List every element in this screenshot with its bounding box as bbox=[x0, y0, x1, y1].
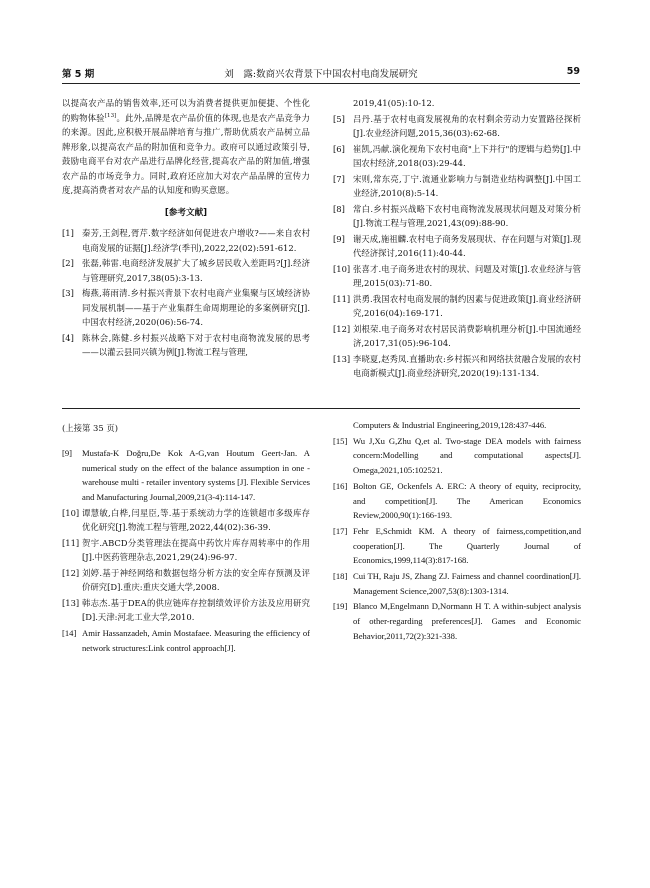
top-left-column bbox=[62, 96, 310, 361]
reference-number: [13] bbox=[333, 353, 351, 364]
reference-entry bbox=[333, 352, 581, 381]
reference-entry bbox=[62, 596, 310, 625]
reference-entry bbox=[333, 232, 581, 261]
reference-number: [7] bbox=[333, 173, 345, 184]
reference-entry bbox=[62, 446, 310, 505]
running-title: 刘 露:数商兴农背景下中国农村电商发展研究 bbox=[224, 69, 418, 80]
body-paragraph: 以提高农产品的销售效率,还可以为消费者提供更加便捷、个性化的购物体验[13]。此外,品牌是农产品价值的体现,也是农产品竞争力的来源。因此,应积极开展品牌培育与推广,帮助优质农产品树立品牌形象,以提高农产品的附加值和竞争力。政府可以通过政策引导,鼓励电商平台对农产品进行品牌化经营,提高农产品的附加值,增强农产品的市场竞争力。同时,政府还应加大对农产品品牌的宣传力度,提高消费者对农产品的认知度和购买意愿。 bbox=[62, 98, 310, 195]
reference-number: [12] bbox=[333, 323, 351, 334]
reference-text: Cui TH, Raju JS, Zhang ZJ. Fairness and channel coordination[J]. Management Science,2007,53(8):1303-1314. bbox=[353, 571, 581, 596]
reference-entry bbox=[333, 322, 581, 351]
reference-text: Mustafa-K Doğru,De Kok A-G,van Houtum Geert-Jan. A numerical study on the effect of the balance assumption in one - warehouse multi - retailer inventory systems [J]. Flexible Services and Manufacturing Journal,2009,21(3-4):114-147. bbox=[82, 448, 310, 503]
reference-entry bbox=[333, 479, 581, 523]
reference-number: [9] bbox=[333, 233, 345, 244]
reference-number: [2] bbox=[62, 258, 74, 268]
reference-entry bbox=[333, 569, 581, 598]
reference-text: 2019,41(05):10-12. bbox=[353, 98, 435, 108]
reference-number: [1] bbox=[62, 228, 74, 238]
continued-label: (上接第 35 页) bbox=[62, 423, 119, 433]
reference-number: [14] bbox=[62, 627, 77, 638]
reference-text: 谭慧敏,白桦,闫星臣,等.基于系统动力学的连锁超市多级库存优化研究[J].物流工程与管理,2022,44(02):36-39. bbox=[82, 507, 310, 533]
reference-text: 张喜才.电子商务进农村的现状、问题及对策[J].农业经济与管理,2015(03):71-80. bbox=[353, 263, 581, 288]
reference-text: 贺宇.ABCD分类管理法在提高中药饮片库存周转率中的作用[J].中医药管理杂志,2021,29(24):96-97. bbox=[82, 537, 310, 563]
reference-number: [15] bbox=[333, 435, 348, 446]
reference-number: [19] bbox=[333, 601, 348, 612]
reference-entry bbox=[333, 262, 581, 291]
reference-entry bbox=[333, 96, 581, 111]
reference-number: [3] bbox=[62, 288, 74, 298]
reference-number: [17] bbox=[333, 525, 348, 536]
reference-text: 秦芳,王剑程,胥芹.数字经济如何促进农户增收?——来自农村电商发展的证据[J].经济学(季刊),2022,22(02):591-612. bbox=[82, 228, 310, 253]
header-rule bbox=[62, 83, 580, 84]
reference-list bbox=[333, 418, 581, 644]
reference-entry bbox=[333, 418, 581, 433]
reference-number: [4] bbox=[62, 332, 74, 343]
reference-text: 张磊,韩雷.电商经济发展扩大了城乡居民收入差距吗?[J].经济与管理研究,2017,38(05):3-13. bbox=[82, 258, 310, 283]
reference-number: [18] bbox=[333, 571, 348, 582]
reference-number: [6] bbox=[333, 143, 345, 154]
bottom-left-column bbox=[62, 446, 310, 656]
reference-text: 梅燕,蒋雨清.乡村振兴背景下农村电商产业集聚与区域经济协同发展机制——基于产业集群生命周期理论的多案例研究[J].中国农村经济,2020(06):56-74. bbox=[82, 288, 310, 327]
reference-text: 李晓夏,赵秀凤.直播助农:乡村振兴和网络扶贫融合发展的农村电商新模式[J].商业经济研究,2020(19):131-134. bbox=[353, 353, 581, 378]
reference-text: 吕丹.基于农村电商发展视角的农村剩余劳动力安置路径探析[J].农业经济问题,2015,36(03):62-68. bbox=[353, 113, 581, 138]
issue-number: 第 5 期 bbox=[62, 69, 95, 80]
top-right-column bbox=[333, 96, 581, 382]
reference-entry bbox=[62, 626, 310, 655]
reference-text: 崔凯,冯献.演化视角下农村电商"上下并行"的逻辑与趋势[J].中国农村经济,2018(03):29-44. bbox=[353, 143, 581, 168]
reference-entry bbox=[333, 599, 581, 643]
reference-entry bbox=[62, 256, 310, 285]
reference-entry bbox=[333, 434, 581, 478]
reference-list bbox=[62, 446, 310, 655]
reference-number: [10] bbox=[62, 507, 80, 518]
references-heading: [参考文献] bbox=[164, 207, 208, 218]
reference-text: 陈林会,陈健.乡村振兴战略下对于农村电商物流发展的思考——以灌云县同兴镇为例[J].物流工程与管理, bbox=[82, 332, 310, 357]
reference-text: 韩志杰.基于DEA的供应链库存控制绩效评价方法及应用研究[D].天津:河北工业大学,2010. bbox=[82, 597, 310, 623]
section-divider bbox=[62, 408, 580, 409]
reference-entry bbox=[333, 202, 581, 231]
reference-text: Wu J,Xu G,Zhu Q,et al. Two-stage DEA models with fairness concern:Modelling and computational aspects[J]. Omega,2021,105:102521. bbox=[353, 435, 581, 476]
reference-text: 刘根荣.电子商务对农村居民消费影响机理分析[J].中国流通经济,2017,31(05):96-104. bbox=[353, 323, 581, 348]
reference-number: [13] bbox=[62, 597, 80, 608]
reference-number: [5] bbox=[333, 113, 345, 124]
reference-entry bbox=[62, 506, 310, 535]
reference-number: [12] bbox=[62, 567, 80, 578]
reference-text: 刘婷.基于神经网络和数据包络分析方法的安全库存预测及评价研究[D].重庆:重庆交通大学,2008. bbox=[82, 567, 310, 593]
reference-text: 常白.乡村振兴战略下农村电商物流发展现状问题及对策分析[J].物流工程与管理,2021,43(09):88-90. bbox=[353, 203, 581, 228]
reference-number: [10] bbox=[333, 263, 351, 274]
reference-text: Computers & Industrial Engineering,2019,128:437-446. bbox=[353, 420, 547, 430]
reference-entry bbox=[333, 172, 581, 201]
reference-text: Amir Hassanzadeh, Amin Mostafaee. Measuring the efficiency of network structures:Link control approach[J]. bbox=[82, 627, 310, 653]
reference-entry bbox=[62, 331, 310, 360]
reference-text: 洪勇.我国农村电商发展的制约因素与促进政策[J].商业经济研究,2016(04):169-171. bbox=[353, 293, 581, 318]
reference-entry bbox=[333, 524, 581, 568]
reference-entry bbox=[333, 142, 581, 171]
bottom-right-column bbox=[333, 418, 581, 645]
reference-number: [11] bbox=[62, 537, 80, 548]
reference-number: [11] bbox=[333, 293, 351, 304]
reference-entry bbox=[333, 292, 581, 321]
reference-entry bbox=[62, 566, 310, 595]
reference-number: [8] bbox=[333, 203, 345, 214]
reference-text: Fehr E,Schmidt KM. A theory of fairness,competition,and cooperation[J]. The Quarterly Journal of Economics,1999,114(3):817-168. bbox=[353, 525, 581, 566]
reference-number: [9] bbox=[62, 448, 73, 458]
reference-entry bbox=[62, 286, 310, 330]
reference-text: Blanco M,Engelmann D,Normann H T. A within-subject analysis of other-regarding preferences[J]. Games and Economic Behavior,2011,72(2):321-338. bbox=[353, 601, 581, 641]
reference-list bbox=[333, 96, 581, 381]
reference-entry bbox=[62, 536, 310, 565]
running-header bbox=[62, 66, 580, 82]
reference-number: [16] bbox=[333, 480, 348, 491]
reference-text: 宋则,常东亮,丁宁.流通业影响力与制造业结构调整[J].中国工业经济,2010(8):5-14. bbox=[353, 173, 581, 198]
reference-entry bbox=[62, 226, 310, 255]
reference-list bbox=[62, 226, 310, 360]
citation-superscript: [13] bbox=[104, 112, 117, 119]
reference-entry bbox=[333, 112, 581, 141]
page-number: 59 bbox=[566, 66, 580, 77]
reference-text: Bolton GE, Ockenfels A. ERC: A theory of equity, reciprocity, and competition[J]. The American Economics Review,2000,90(1):166-193. bbox=[353, 480, 581, 521]
reference-text: 谢天成,施祖麟.农村电子商务发展现状、存在问题与对策[J].现代经济探讨,2016(11):40-44. bbox=[353, 233, 581, 258]
